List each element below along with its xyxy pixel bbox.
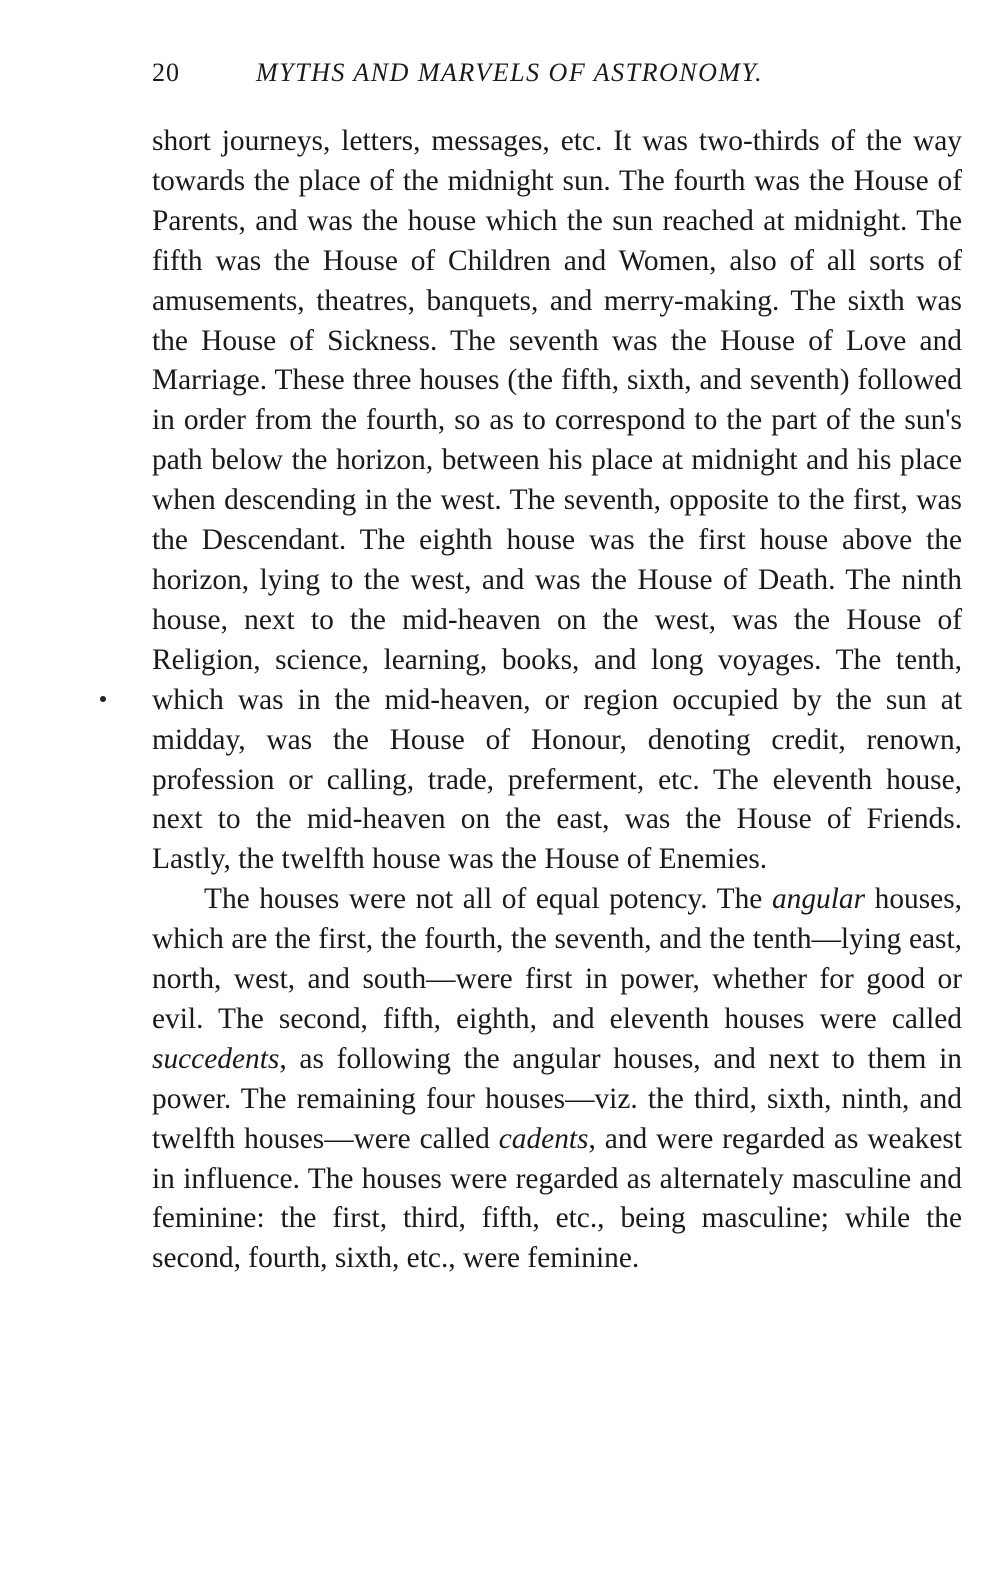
paragraph-text: , and were regarded as weakest in influence. The houses were regarded as alternately masculine and feminine: the first, third, fifth, etc., being masculine; while the second, fourth, sixth, etc., were feminine. (152, 1122, 962, 1275)
page-number: 20 (152, 58, 180, 87)
body-text (152, 122, 962, 1279)
paragraph-text: short journeys, letters, messages, etc. It was two-thirds of the way towards the place of the midnight sun. The fourth was the House of Parents, and was the house which the sun reached at midnight. The fifth was the House of Children and Women, also of all sorts of amusements, theatres, banquets, and merry-making. The sixth was the House of Sickness. The seventh was the House of Love and Marriage. These three houses (the fifth, sixth, and seventh) followed in order from the fourth, so as to correspond to the part of the sun's path below the horizon, between his place at midnight and his place when descending in the west. The seventh, opposite to the first, was the Descendant. The eighth house was the first house above the horizon, lying to the west, and was the House of Death. The ninth house, next to the mid-heaven on the west, was the House of Religion, science, learning, books, and long voyages. The tenth, which was in the mid-heaven, or region occupied by the sun at midday, was the House of Honour, denoting credit, renown, profession or calling, trade, preferment, etc. The eleventh house, next to the mid-heaven on the east, was the House of Friends. Lastly, the twelfth house was the House of Enemies. (152, 125, 962, 876)
paragraph-houses-list (152, 122, 962, 880)
paragraph-text: , as following the angular houses, and next to them in power. The remaining four houses—viz. the third, sixth, ninth, and twelfth houses—were called (152, 1042, 962, 1155)
running-title: MYTHS AND MARVELS OF ASTRONOMY. (256, 58, 764, 87)
running-head (152, 58, 962, 98)
italic-term-angular: angular (771, 883, 866, 916)
print-speck (100, 696, 106, 702)
paragraph-text: houses, which are the first, the fourth, the seventh, and the tenth—lying east, north, west, and south—were first in power, whether for good or evil. The second, fifth, eighth, and eleventh houses were called (152, 883, 962, 1035)
italic-term-succedents: succedents (152, 1042, 280, 1075)
italic-term-cadents: cadents (498, 1122, 589, 1155)
paragraph-houses-potency (152, 880, 962, 1279)
paragraph-text: The houses were not all of equal potency. The (204, 883, 772, 916)
